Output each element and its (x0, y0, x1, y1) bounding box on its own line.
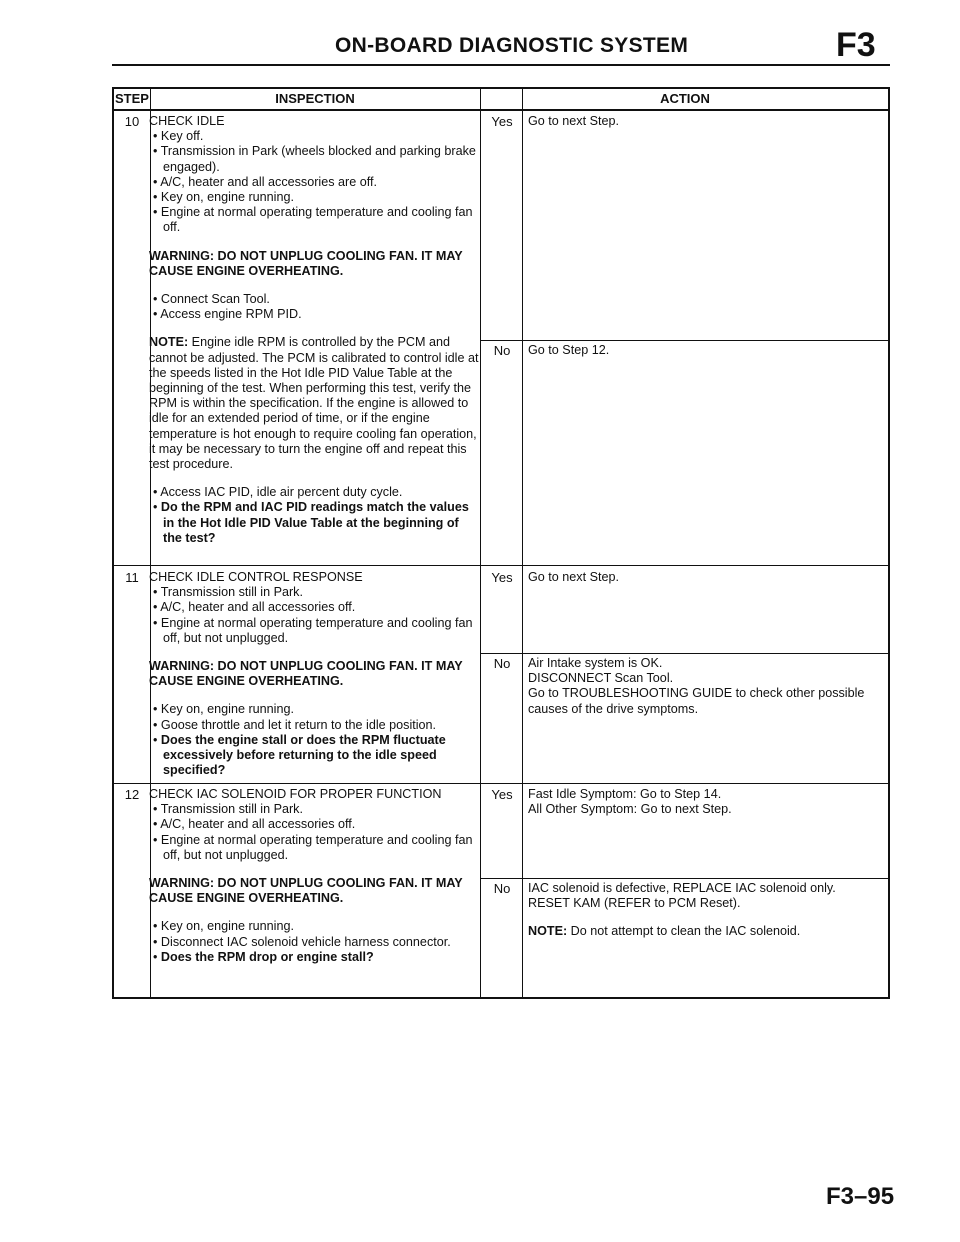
bullet-text: Transmission still in Park. (160, 802, 303, 817)
column-divider (480, 89, 481, 997)
bullet-text: Goose throttle and let it return to the idle position. (160, 717, 437, 732)
action-text (528, 343, 883, 358)
step-heading: CHECK IDLE (149, 114, 225, 128)
header-step: STEP (115, 91, 149, 106)
step-divider (114, 783, 888, 784)
bullet-icon: • (153, 817, 161, 832)
bullet-icon: • (153, 732, 161, 747)
bullet-item (149, 950, 479, 965)
bullet-icon: • (153, 802, 161, 817)
answer-divider (480, 653, 888, 654)
step-inspection (149, 570, 479, 778)
spacer (149, 689, 479, 702)
action-text (528, 881, 883, 940)
action-line: Fast Idle Symptom: Go to Step 14. (528, 787, 722, 801)
bullet-icon: • (153, 129, 161, 144)
bullet-item (149, 144, 479, 174)
bullet-item (149, 702, 479, 717)
action-line: DISCONNECT Scan Tool. (528, 671, 674, 686)
bullet-icon: • (153, 919, 161, 934)
bullet-text: Key on, engine running. (160, 919, 294, 934)
bullet-item (149, 190, 479, 205)
action-line: Go to next Step. (528, 114, 620, 128)
bullet-text: A/C, heater and all accessories are off. (160, 174, 377, 189)
spacer (149, 236, 479, 249)
bullet-icon: • (153, 174, 161, 189)
bullet-text: Does the engine stall or does the RPM fluctuate excessively before returning to the idle speed specified? (160, 732, 446, 778)
bullet-item (149, 129, 479, 144)
step-number: 12 (124, 787, 140, 802)
action-line: All Other Symptom: Go to next Step. (528, 802, 732, 817)
answer-divider (480, 878, 888, 879)
page-number: F3–95 (826, 1183, 895, 1210)
answer-label: No (493, 343, 511, 358)
bullet-text: Does the RPM drop or engine stall? (160, 949, 374, 964)
bullet-icon: • (153, 292, 161, 307)
bullet-item (149, 833, 479, 863)
note (149, 335, 479, 472)
action-line: IAC solenoid is defective, REPLACE IAC solenoid only. (528, 881, 836, 895)
bullet-item (149, 733, 479, 779)
bullet-text: Transmission in Park (wheels blocked and parking brake engaged). (160, 144, 476, 174)
bullet-text: Connect Scan Tool. (160, 292, 270, 307)
bullet-text: Key on, engine running. (160, 190, 294, 205)
bullet-text: Engine at normal operating temperature and cooling fan off. (160, 205, 473, 235)
answer-label: Yes (491, 787, 513, 802)
bullet-item (149, 817, 479, 832)
action-text (528, 656, 883, 717)
warning-text: WARNING: DO NOT UNPLUG COOLING FAN. IT MAY CAUSE ENGINE OVERHEATING. (149, 248, 463, 278)
action-text (528, 787, 883, 817)
warning-text: WARNING: DO NOT UNPLUG COOLING FAN. IT MAY CAUSE ENGINE OVERHEATING. (149, 659, 463, 689)
action-line: RESET KAM (REFER to PCM Reset). (528, 896, 741, 911)
header-rule (112, 64, 890, 66)
bullet-item (149, 919, 479, 934)
bullet-text: A/C, heater and all accessories off. (160, 817, 356, 832)
step-heading: CHECK IAC SOLENOID FOR PROPER FUNCTION (149, 787, 442, 801)
answer-label: Yes (491, 114, 513, 129)
bullet-icon: • (153, 600, 161, 615)
column-divider (522, 89, 523, 997)
bullet-icon: • (153, 934, 161, 949)
bullet-text: Transmission still in Park. (160, 585, 303, 600)
bullet-icon: • (153, 500, 161, 515)
bullet-text: Do the RPM and IAC PID readings match the values in the Hot Idle PID Value Table at the beginning of the test? (160, 500, 469, 545)
step-number: 10 (124, 114, 140, 129)
bullet-text: Key off. (160, 129, 204, 144)
bullet-text: Access IAC PID, idle air percent duty cycle. (160, 485, 403, 500)
action-line: Go to Step 12. (528, 343, 610, 357)
note-label: NOTE: (528, 924, 568, 939)
bullet-text: Key on, engine running. (160, 702, 294, 717)
bullet-icon: • (153, 307, 161, 322)
bullet-item (149, 585, 479, 600)
header-action: ACTION (660, 91, 710, 106)
bullet-item (149, 616, 479, 646)
bullet-text: Disconnect IAC solenoid vehicle harness connector. (160, 934, 451, 949)
action-note (528, 924, 883, 939)
spacer (149, 906, 479, 919)
answer-label: Yes (491, 570, 513, 585)
bullet-item (149, 485, 479, 500)
spacer (149, 863, 479, 876)
answer-divider (480, 340, 888, 341)
note-label: NOTE: (149, 335, 189, 350)
step-inspection (149, 114, 479, 546)
bullet-item (149, 307, 479, 322)
spacer (149, 279, 479, 292)
section-code: F3 (836, 26, 876, 64)
action-line: Air Intake system is OK. (528, 656, 663, 670)
answer-label: No (493, 656, 511, 671)
step-inspection (149, 787, 479, 965)
spacer (149, 322, 479, 335)
bullet-icon: • (153, 832, 161, 847)
header-inspection: INSPECTION (275, 91, 355, 106)
diagnostic-table (112, 87, 890, 999)
step-divider (114, 565, 888, 566)
bullet-icon: • (153, 485, 161, 500)
header-divider (114, 109, 888, 111)
bullet-icon: • (153, 144, 161, 159)
note-text: Engine idle RPM is controlled by the PCM and cannot be adjusted. The PCM is calibrated to control idle at the speeds listed in the Hot Idle PID Value Table at the beginning of the test. When performing this test, verify the RPM is within the specification. If the engine is allowed to idle for an extended period of time, or if the engine temperature is hot enough to require cooling fan operation, it may be necessary to turn the engine off and repeat this test procedure. (149, 335, 479, 472)
bullet-icon: • (153, 585, 161, 600)
bullet-icon: • (153, 615, 161, 630)
bullet-item (149, 802, 479, 817)
bullet-item (149, 175, 479, 190)
bullet-text: Engine at normal operating temperature and cooling fan off, but not unplugged. (160, 615, 473, 645)
page-title: ON-BOARD DIAGNOSTIC SYSTEM (335, 34, 689, 57)
bullet-icon: • (153, 949, 161, 964)
action-text (528, 114, 883, 129)
bullet-text: Access engine RPM PID. (160, 307, 302, 322)
bullet-item (149, 935, 479, 950)
step-number: 11 (125, 570, 139, 585)
bullet-item (149, 600, 479, 615)
bullet-icon: • (153, 702, 161, 717)
bullet-item (149, 500, 479, 546)
spacer (149, 646, 479, 659)
bullet-item (149, 205, 479, 235)
bullet-icon: • (153, 190, 161, 205)
bullet-item (149, 718, 479, 733)
answer-label: No (493, 881, 511, 896)
bullet-text: Engine at normal operating temperature and cooling fan off, but not unplugged. (160, 832, 473, 862)
bullet-icon: • (153, 205, 161, 220)
bullet-item (149, 292, 479, 307)
step-heading: CHECK IDLE CONTROL RESPONSE (149, 570, 363, 584)
spacer (149, 472, 479, 485)
action-line: Go to next Step. (528, 570, 620, 584)
action-line: Go to TROUBLESHOOTING GUIDE to check other possible causes of the drive symptoms. (528, 686, 865, 716)
bullet-icon: • (153, 717, 161, 732)
note-text: Do not attempt to clean the IAC solenoid. (567, 924, 801, 939)
warning-text: WARNING: DO NOT UNPLUG COOLING FAN. IT MAY CAUSE ENGINE OVERHEATING. (149, 876, 463, 906)
bullet-text: A/C, heater and all accessories off. (160, 600, 356, 615)
action-text (528, 570, 883, 585)
